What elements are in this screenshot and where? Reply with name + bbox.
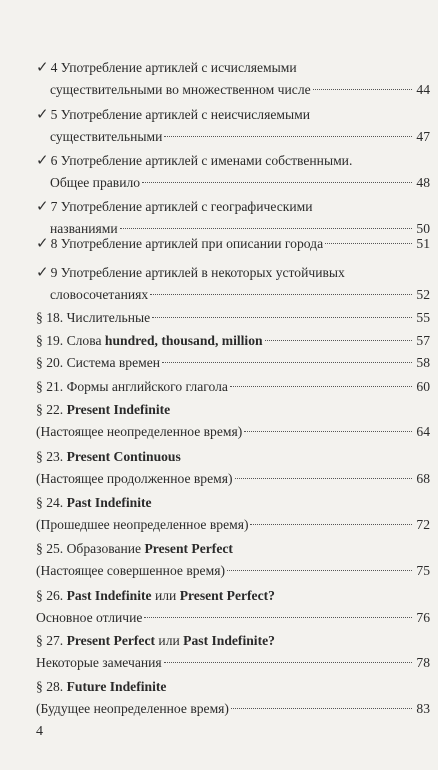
toc-entry: [36, 330, 430, 352]
toc-entry: [36, 262, 430, 306]
dot-leader: [325, 243, 412, 244]
toc-line: [36, 446, 430, 468]
toc-entry: [36, 376, 430, 398]
english-term: Present Perfect: [144, 541, 233, 556]
dot-leader: [244, 431, 412, 432]
toc-entry-title: [36, 607, 142, 629]
title-text: 8 Употребление артиклей при описании города: [50, 236, 324, 251]
dot-leader: [164, 136, 412, 137]
toc-entry: [36, 492, 430, 536]
english-term: Present Perfect?: [179, 588, 275, 603]
title-text: названиями: [50, 221, 118, 236]
title-text: 6 Употребление артиклей с именами собственными.: [50, 153, 353, 168]
toc-line: [36, 57, 430, 79]
title-text: 7 Употребление артиклей с географическими: [50, 199, 313, 214]
toc-entry-title: [36, 468, 233, 490]
toc-entry-title: [51, 150, 353, 172]
title-text: 9 Употребление артиклей в некоторых устойчивых: [50, 265, 345, 280]
dot-leader: [162, 362, 412, 363]
toc-entry: [36, 399, 430, 443]
title-text: Некоторые замечания: [36, 655, 162, 670]
title-text: (Настоящее совершенное время): [36, 563, 225, 578]
title-text: § 24.: [36, 495, 67, 510]
toc-page-number: 55: [416, 310, 430, 325]
title-text: § 21. Формы английского глагола: [36, 379, 228, 394]
dot-leader: [164, 662, 412, 663]
title-text: § 19. Слова: [36, 333, 105, 348]
dot-leader: [250, 524, 412, 525]
toc-line: [36, 284, 430, 306]
title-text: § 23.: [36, 449, 67, 464]
toc-line: [36, 307, 430, 329]
toc-entry-title: [51, 233, 324, 255]
toc-entry-title: [36, 585, 275, 607]
english-term: Past Indefinite?: [183, 633, 275, 648]
toc-entry: [36, 57, 430, 101]
toc-entry-title: [36, 330, 263, 352]
english-term: hundred, thousand, million: [104, 333, 263, 348]
toc-entry-title: [51, 57, 297, 79]
title-text: § 25. Образование: [36, 541, 145, 556]
toc-entry: [36, 676, 430, 720]
toc-page-number: 75: [416, 563, 430, 578]
toc-entry: [36, 104, 430, 148]
toc-line: [36, 514, 430, 536]
toc-line: [36, 607, 430, 629]
dot-leader: [150, 294, 412, 295]
toc-entry-title: [36, 676, 166, 698]
toc-page-number: 52: [416, 287, 430, 302]
toc-line: [36, 376, 430, 398]
checkmark-icon: ✓: [36, 153, 49, 169]
title-text: Общее правило: [50, 175, 141, 190]
toc-line: [36, 104, 430, 126]
dot-leader: [144, 617, 412, 618]
title-text: или: [151, 588, 180, 603]
toc-entry-title: [36, 630, 275, 652]
toc-entry-title: [36, 538, 233, 560]
toc-entry-title: [36, 514, 248, 536]
title-text: (Прошедшее неопределенное время): [36, 517, 249, 532]
title-text: (Настоящее неопределенное время): [36, 424, 243, 439]
toc-page-number: 57: [416, 333, 430, 348]
dot-leader: [265, 340, 412, 341]
title-text: существительными: [50, 129, 163, 144]
dot-leader: [142, 182, 412, 183]
toc-entry-title: [36, 307, 150, 329]
title-text: или: [155, 633, 184, 648]
dot-leader: [120, 228, 412, 229]
toc-line: [36, 676, 430, 698]
toc-entry-title: [50, 126, 162, 148]
toc-page-number: 78: [416, 655, 430, 670]
toc-entry: [36, 446, 430, 490]
toc-line: [36, 196, 430, 218]
english-term: Past Indefinite: [66, 588, 152, 603]
toc-page-number: 76: [416, 610, 430, 625]
toc-line: [36, 233, 430, 255]
toc-entry-title: [51, 196, 313, 218]
title-text: § 22.: [36, 402, 67, 417]
page-number: 4: [36, 724, 43, 739]
title-text: § 18. Числительные: [36, 310, 151, 325]
dot-leader: [230, 386, 412, 387]
toc-line: [36, 468, 430, 490]
title-text: (Настоящее продолженное время): [36, 471, 233, 486]
toc-page-number: 48: [416, 175, 430, 190]
checkmark-icon: ✓: [36, 236, 49, 252]
toc-page-number: 51: [416, 236, 430, 251]
toc-entry: [36, 585, 430, 629]
toc-page-number: 50: [416, 221, 430, 236]
english-term: Present Continuous: [66, 449, 181, 464]
checkmark-icon: ✓: [36, 60, 49, 76]
toc-line: [36, 585, 430, 607]
toc-line: [36, 352, 430, 374]
toc-line: [36, 421, 430, 443]
toc-page-number: 60: [416, 379, 430, 394]
toc-page-number: 83: [416, 701, 430, 716]
toc-entry-title: [36, 421, 242, 443]
toc-entry-title: [36, 446, 181, 468]
toc-entry-title: [51, 262, 345, 284]
dot-leader: [152, 317, 412, 318]
toc-line: [36, 172, 430, 194]
toc-line: [36, 126, 430, 148]
english-term: Future Indefinite: [66, 679, 167, 694]
title-text: словосочетаниях: [50, 287, 149, 302]
toc-line: [36, 492, 430, 514]
title-text: 4 Употребление артиклей с исчисляемыми: [50, 60, 297, 75]
english-term: Present Indefinite: [66, 402, 171, 417]
title-text: § 20. Система времен: [36, 355, 161, 370]
toc-entry: [36, 630, 430, 674]
toc-line: [36, 630, 430, 652]
toc-entry: [36, 307, 430, 329]
toc-line: [36, 399, 430, 421]
toc-entry: [36, 538, 430, 582]
title-text: существительными во множественном числе: [50, 82, 311, 97]
toc-page-number: 58: [416, 355, 430, 370]
title-text: § 26.: [36, 588, 67, 603]
dot-leader: [227, 570, 412, 571]
toc-entry-title: [51, 104, 310, 126]
toc-entry-title: [50, 172, 140, 194]
toc-line: [36, 79, 430, 101]
english-term: Present Perfect: [66, 633, 156, 648]
checkmark-icon: ✓: [36, 265, 49, 281]
title-text: § 28.: [36, 679, 67, 694]
toc-entry-title: [36, 376, 228, 398]
toc-page-number: 47: [416, 129, 430, 144]
toc-entry-title: [36, 698, 229, 720]
dot-leader: [235, 478, 412, 479]
toc-entry-title: [50, 284, 148, 306]
toc-line: [36, 652, 430, 674]
toc-entry-title: [36, 652, 162, 674]
toc-page-number: 68: [416, 471, 430, 486]
toc-line: [36, 150, 430, 172]
checkmark-icon: ✓: [36, 107, 49, 123]
toc-entry-title: [36, 399, 170, 421]
toc-entry: [36, 233, 430, 255]
dot-leader: [231, 708, 412, 709]
english-term: Past Indefinite: [66, 495, 152, 510]
title-text: Основное отличие: [36, 610, 143, 625]
checkmark-icon: ✓: [36, 199, 49, 215]
toc-entry-title: [36, 492, 152, 514]
title-text: (Будущее неопределенное время): [36, 701, 229, 716]
toc-page-number: 64: [416, 424, 430, 439]
toc-page-number: 72: [416, 517, 430, 532]
toc-line: [36, 698, 430, 720]
toc-line: [36, 560, 430, 582]
toc-line: [36, 538, 430, 560]
toc-line: [36, 330, 430, 352]
toc-page-number: 44: [416, 82, 430, 97]
dot-leader: [313, 89, 412, 90]
title-text: § 27.: [36, 633, 67, 648]
toc-entry: [36, 352, 430, 374]
title-text: 5 Употребление артиклей с неисчисляемыми: [50, 107, 310, 122]
toc-entry-title: [50, 79, 311, 101]
toc-entry: [36, 150, 430, 194]
toc-entry-title: [36, 560, 225, 582]
toc-line: [36, 262, 430, 284]
toc-entry-title: [36, 352, 160, 374]
